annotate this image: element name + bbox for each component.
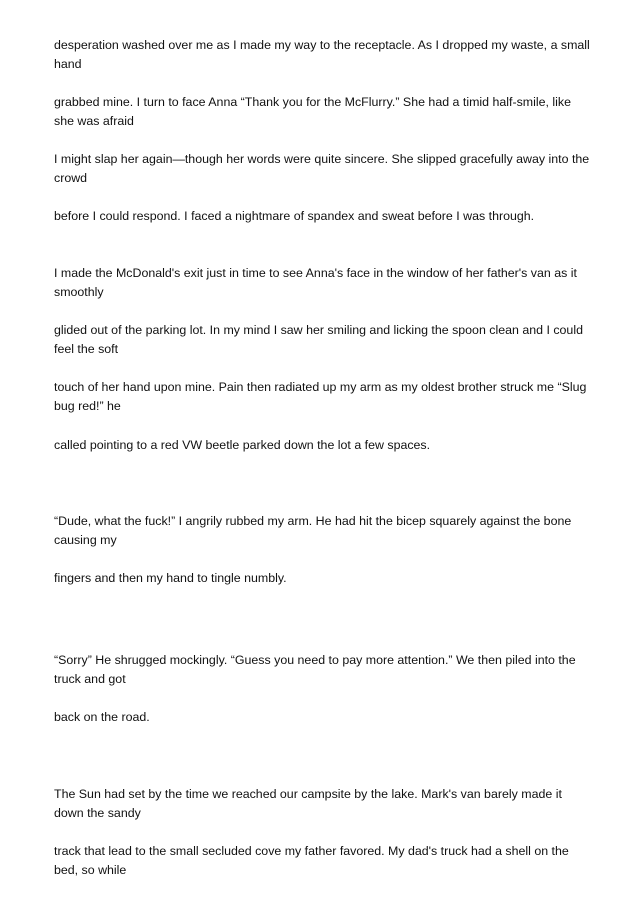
paragraph-7: touch of her hand upon mine. Pain then radiated up my arm as my oldest brother struck me “Slug bug red!” he: [54, 380, 587, 413]
paragraph-12: back on the road.: [54, 710, 150, 724]
paragraph-9: “Dude, what the fuck!” I angrily rubbed my arm. He had hit the bicep squarely against the bone causing my: [54, 514, 572, 547]
paragraph-10: fingers and then my hand to tingle numbly.: [54, 571, 287, 585]
paragraph-6: glided out of the parking lot. In my mind I saw her smiling and licking the spoon clean and I could feel the soft: [54, 323, 583, 356]
paragraph-13: The Sun had set by the time we reached our campsite by the lake. Mark's van barely made it down the sandy: [54, 787, 562, 820]
paragraph-1: desperation washed over me as I made my way to the receptacle. As I dropped my waste, a small hand: [54, 38, 590, 71]
paragraph-5: I made the McDonald's exit just in time to see Anna's face in the window of her father's van as it smoothly: [54, 266, 577, 299]
paragraph-4: before I could respond. I faced a nightmare of spandex and sweat before I was through.: [54, 209, 535, 223]
paragraph-11: “Sorry” He shrugged mockingly. “Guess you need to pay more attention.” We then piled into the truck and got: [54, 653, 576, 686]
paragraph-8: called pointing to a red VW beetle parked down the lot a few spaces.: [54, 438, 431, 452]
paragraph-3: I might slap her again—though her words were quite sincere. She slipped gracefully away into the crowd: [54, 152, 590, 185]
paragraph-14: track that lead to the small secluded cove my father favored. My dad's truck had a shell on the bed, so while: [54, 844, 569, 877]
paragraph-2: grabbed mine. I turn to face Anna “Thank you for the McFlurry.” She had a timid half-smile, like she was afraid: [54, 95, 571, 128]
